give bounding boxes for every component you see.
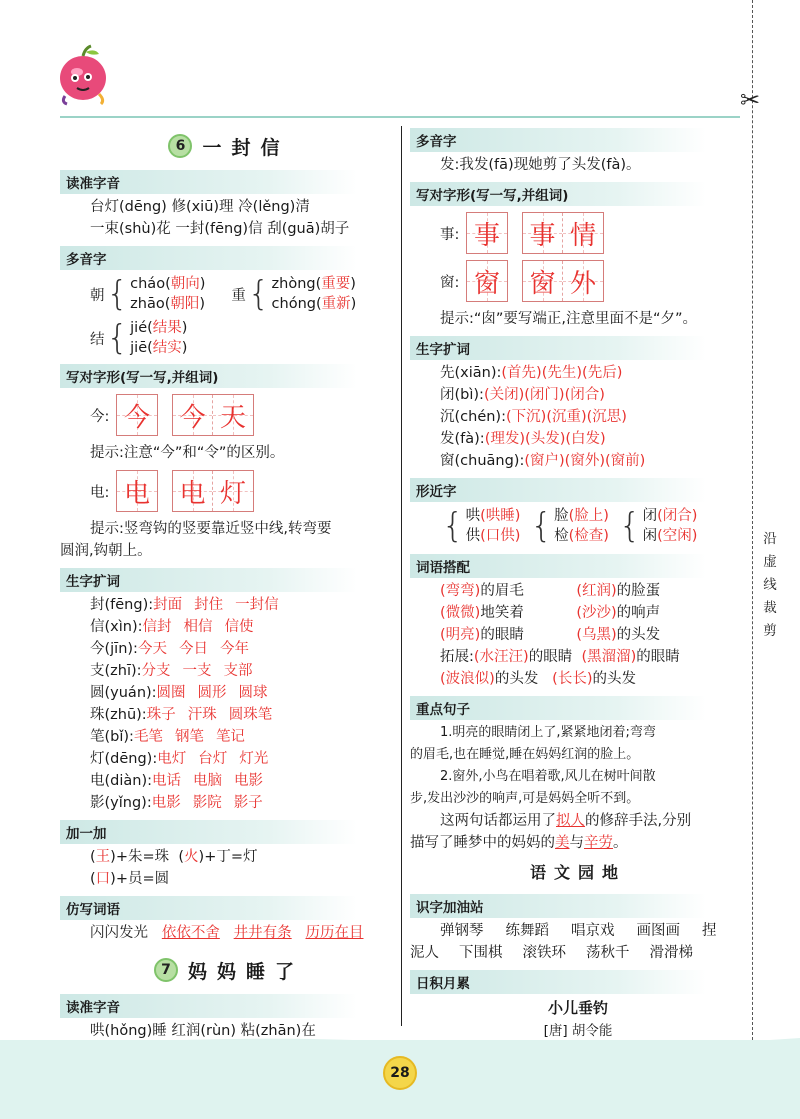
- station-row: 泥人 下围棋 滚铁环 荡秋千 滑滑梯: [410, 945, 693, 961]
- writing-row: [440, 212, 746, 254]
- expansion-head: 影(yǐng):: [90, 795, 152, 811]
- answer-word: 电脑: [193, 773, 223, 789]
- station-row: 弹钢琴 练舞蹈 唱京戏 画图画 捏: [440, 923, 717, 939]
- polyphone-group: 结 { jié(结果) jiē(结实): [90, 318, 188, 358]
- expansion-head: 闭(bì):: [440, 387, 484, 403]
- reading: jiē: [130, 340, 148, 356]
- answer-word: 相信: [183, 619, 213, 635]
- answer-word: (下沉): [505, 409, 547, 425]
- word-expansion-row: [60, 748, 398, 770]
- expansion-head: 圆(yuán):: [90, 685, 157, 701]
- grid-char: 电: [179, 478, 206, 509]
- section-header: 识字加油站: [410, 894, 706, 918]
- pinyin-line: 一束(shù)花 一封(fēng)信 刮(guā)胡子: [90, 221, 350, 237]
- answer-word: 一封信: [235, 597, 279, 613]
- expansion-head: 封(fēng):: [90, 597, 154, 613]
- column-divider: [401, 126, 402, 1026]
- char-addition-line: (王)+朱=珠 (火)+丁=灯: [90, 849, 258, 865]
- word-expansion-row: [60, 594, 398, 616]
- garden-title: 语文园地: [529, 863, 626, 882]
- lesson-7-heading: [60, 952, 398, 988]
- tian-grid: [522, 212, 604, 254]
- writing-label: 窗:: [440, 274, 460, 291]
- summary-line: 这两句话都运用了拟人的修辞手法,分别: [440, 813, 692, 829]
- writing-label: 事:: [440, 226, 460, 243]
- grid-char: 今: [179, 402, 206, 433]
- word-expansion-row: [60, 770, 398, 792]
- collocation-extend: 拓展:(水汪汪)的眼睛 (黑溜溜)的眼睛: [440, 649, 680, 665]
- grid-char: 今: [123, 402, 150, 433]
- answer-word: 圆珠笔: [228, 707, 273, 723]
- polyphone-line: 发:我发(fā)现她剪了头发(fà)。: [440, 157, 641, 173]
- answer-word: 圆圈: [156, 685, 186, 701]
- lesson-6-heading: [60, 128, 398, 164]
- answer-word: 钢笔: [174, 729, 204, 745]
- answer-word: (首先): [501, 365, 542, 381]
- grid-char: 事: [473, 220, 500, 251]
- grid-char: 外: [569, 268, 596, 299]
- tian-grid: [116, 470, 158, 512]
- answer-word: 圆球: [238, 685, 268, 701]
- similar-group: { 闭(闭合) 闲(空闲): [618, 506, 698, 546]
- writing-label: 电:: [90, 484, 110, 501]
- answer-word: (窗前): [605, 453, 646, 469]
- section-header: 写对字形(写一写,并组词): [60, 364, 357, 388]
- answer-word: 一支: [182, 663, 212, 679]
- answer-word: 汗珠: [187, 707, 217, 723]
- answer-word: 电影: [151, 795, 181, 811]
- answer-word: 电影: [234, 773, 264, 789]
- tian-grid: [172, 470, 254, 512]
- answer-word: 封面: [153, 597, 183, 613]
- answer-word: 今天: [137, 641, 167, 657]
- grid-char: 电: [123, 478, 150, 509]
- tian-grid: [172, 394, 254, 436]
- answer-word: 今年: [219, 641, 249, 657]
- collocation-row: (明亮)的眼睛 (乌黑)的头发: [440, 627, 661, 643]
- answer-word: (沉思): [586, 409, 627, 425]
- section-header: 多音字: [410, 128, 706, 152]
- answer-word: 圆形: [197, 685, 227, 701]
- polyphone-char: 朝: [90, 287, 105, 304]
- expansion-head: 发(fà):: [440, 431, 485, 447]
- tip-text: 提示:注意“今”和“令”的区别。: [90, 445, 285, 461]
- lesson-number-badge: 7: [154, 958, 178, 982]
- section-header: 日积月累: [410, 970, 706, 994]
- expansion-head: 珠(zhū):: [90, 707, 147, 723]
- expansion-head: 电(diàn):: [90, 773, 153, 789]
- collocation-list: [410, 580, 746, 646]
- section-header: 加一加: [60, 820, 357, 844]
- collocation-row: (弯弯)的眉毛 (红润)的脸蛋: [440, 583, 661, 599]
- reading: chóng: [271, 296, 316, 312]
- key-sentences: 1.明亮的眼睛闭上了,紧紧地闭着;弯弯 的眉毛,也在睡觉,睡在妈妈红润的脸上。 2.窗外,小鸟在唱着歌,风儿在树叶间散 步,发出沙沙的响声,可是妈妈全听不到。: [410, 725, 656, 806]
- reading: cháo: [130, 276, 166, 292]
- polyphone-group: 朝 { cháo(朝向) zhāo(朝阳): [90, 274, 206, 314]
- polyphone-char: 结: [90, 331, 105, 348]
- word-expansion-list: [60, 594, 398, 814]
- answer-word: (先后): [582, 365, 623, 381]
- answer-word: 台灯: [198, 751, 228, 767]
- right-column: [410, 128, 746, 1090]
- answer-char: 王: [95, 849, 111, 865]
- answer-word: 珠子: [146, 707, 176, 723]
- answer-word: (闭门): [524, 387, 565, 403]
- section-header: 重点句子: [410, 696, 706, 720]
- collocation-extend: (波浪似)的头发 (长长)的头发: [440, 671, 636, 687]
- answer-word: (头发): [525, 431, 566, 447]
- cut-instruction: 沿虚线裁剪: [763, 531, 777, 639]
- expansion-head: 灯(dēng):: [90, 751, 158, 767]
- answer-word: 影院: [192, 795, 222, 811]
- poem-title: 小儿垂钓: [547, 999, 608, 1017]
- writing-row: [440, 260, 746, 302]
- poem-author: [唐] 胡令能: [543, 1023, 613, 1039]
- word-expansion-row: [60, 682, 398, 704]
- similar-group: { 脸(脸上) 检(检查): [530, 506, 609, 546]
- answer-word: 支部: [223, 663, 253, 679]
- answer-word: (窗户): [524, 453, 565, 469]
- expansion-head: 笔(bǐ):: [90, 729, 134, 745]
- expansion-head: 窗(chuāng):: [440, 453, 525, 469]
- answer-word: 笔记: [215, 729, 245, 745]
- word-expansion-row: [60, 638, 398, 660]
- similar-chars: [410, 504, 746, 548]
- section-header: 仿写词语: [60, 896, 357, 920]
- section-header: 多音字: [60, 246, 357, 270]
- collocation-row: (微微)地笑着 (沙沙)的响声: [440, 605, 661, 621]
- writing-row: [90, 394, 398, 436]
- section-header: 写对字形(写一写,并组词): [410, 182, 706, 206]
- writing-row: [90, 470, 398, 512]
- page-number: 28: [383, 1056, 417, 1090]
- tian-grid: [466, 260, 508, 302]
- answer-word: 信封: [142, 619, 172, 635]
- lesson-title: 一封信: [202, 136, 290, 159]
- tian-grid: [116, 394, 158, 436]
- answer-char: 火: [184, 849, 199, 865]
- answer-word: 毛笔: [133, 729, 163, 745]
- header-rule: [60, 116, 740, 118]
- word-expansion-row: [60, 792, 398, 814]
- answer-word: 井井有条: [233, 925, 292, 941]
- section-header: 读准字音: [60, 994, 357, 1018]
- reading: zhòng: [271, 276, 316, 292]
- answer-word: 结实: [152, 340, 182, 356]
- word-expansion-row: [60, 704, 398, 726]
- tip-text: 提示:“囱”要写端正,注意里面不是“夕”。: [440, 311, 698, 327]
- word-expansion-row: [410, 428, 746, 450]
- expansion-head: 先(xiān):: [440, 365, 502, 381]
- section-header: 读准字音: [60, 170, 357, 194]
- mascot-apple-icon: [55, 44, 111, 106]
- imitate-line: 闪闪发光 依依不舍 井井有条 历历在目: [90, 925, 364, 941]
- char-addition-line: (口)+员=圆: [90, 871, 170, 887]
- summary-line: 描写了睡梦中的妈妈的美与辛劳。: [410, 835, 628, 851]
- scissors-icon: ✂: [740, 86, 761, 114]
- answer-word: 封住: [194, 597, 224, 613]
- expansion-head: 信(xìn):: [90, 619, 143, 635]
- answer-word: (窗外): [564, 453, 605, 469]
- answer-word: 分支: [141, 663, 171, 679]
- tip-text: 圆润,钩朝上。: [60, 543, 152, 559]
- answer-word: 重新: [321, 296, 351, 312]
- word-expansion-row: [410, 362, 746, 384]
- word-expansion-row: [60, 616, 398, 638]
- answer-word: 电灯: [157, 751, 187, 767]
- answer-word: 今日: [178, 641, 208, 657]
- expansion-head: 支(zhī):: [90, 663, 142, 679]
- cut-line: [752, 0, 753, 1040]
- similar-group: { 哄(哄睡) 供(口供): [442, 506, 521, 546]
- lesson-number-badge: 6: [168, 134, 192, 158]
- writing-label: 今:: [90, 408, 110, 425]
- grid-char: 灯: [219, 478, 246, 509]
- answer-word: 影子: [233, 795, 263, 811]
- left-column: [60, 128, 398, 1064]
- answer-word: 电话: [152, 773, 182, 789]
- answer-word: 灯光: [239, 751, 269, 767]
- answer-word: 依依不舍: [161, 925, 220, 941]
- tian-grid: [466, 212, 508, 254]
- answer-word: (关闭): [483, 387, 525, 403]
- section-header: 词语搭配: [410, 554, 706, 578]
- word-expansion-row: [60, 660, 398, 682]
- word-expansion-row: [410, 384, 746, 406]
- section-header: 形近字: [410, 478, 706, 502]
- answer-word: (闭合): [564, 387, 605, 403]
- expansion-head: 今(jīn):: [90, 641, 138, 657]
- reading: jié: [130, 320, 148, 336]
- answer-word: (先生): [541, 365, 583, 381]
- word-expansion-list: [410, 362, 746, 472]
- answer-word: (理发): [484, 431, 526, 447]
- reading: zhāo: [130, 296, 165, 312]
- answer-word: 历历在目: [305, 925, 364, 941]
- pinyin-line: 哄(hǒng)睡 红润(rùn) 粘(zhān)在: [90, 1023, 316, 1039]
- word-expansion-row: [410, 406, 746, 428]
- lesson-title: 妈妈睡了: [187, 960, 304, 983]
- word-expansion-row: [410, 450, 746, 472]
- grid-char: 天: [219, 402, 246, 433]
- grid-char: 事: [529, 220, 556, 251]
- word-expansion-row: [60, 726, 398, 748]
- answer-word: (白发): [565, 431, 606, 447]
- answer-word: 信使: [224, 619, 254, 635]
- grid-char: 情: [569, 220, 596, 251]
- tip-text: 提示:竖弯钩的竖要靠近竖中线,转弯要: [90, 521, 332, 537]
- polyphone-group: 重 { zhòng(重要) chóng(重新): [231, 274, 357, 314]
- answer-word: 结果: [152, 320, 182, 336]
- answer-word: 朝阳: [170, 296, 200, 312]
- answer-word: (沉重): [546, 409, 587, 425]
- answer-word: 重要: [321, 276, 351, 292]
- answer-word: 朝向: [170, 276, 200, 292]
- grid-char: 窗: [473, 268, 500, 299]
- expansion-head: 沉(chén):: [440, 409, 506, 425]
- polyphone-char: 重: [231, 287, 246, 304]
- section-header: 生字扩词: [410, 336, 706, 360]
- pinyin-line: 台灯(dēng) 修(xiū)理 冷(lěng)清: [90, 199, 310, 215]
- section-header: 生字扩词: [60, 568, 357, 592]
- tian-grid: [522, 260, 604, 302]
- grid-char: 窗: [529, 268, 556, 299]
- answer-char: 口: [95, 871, 111, 887]
